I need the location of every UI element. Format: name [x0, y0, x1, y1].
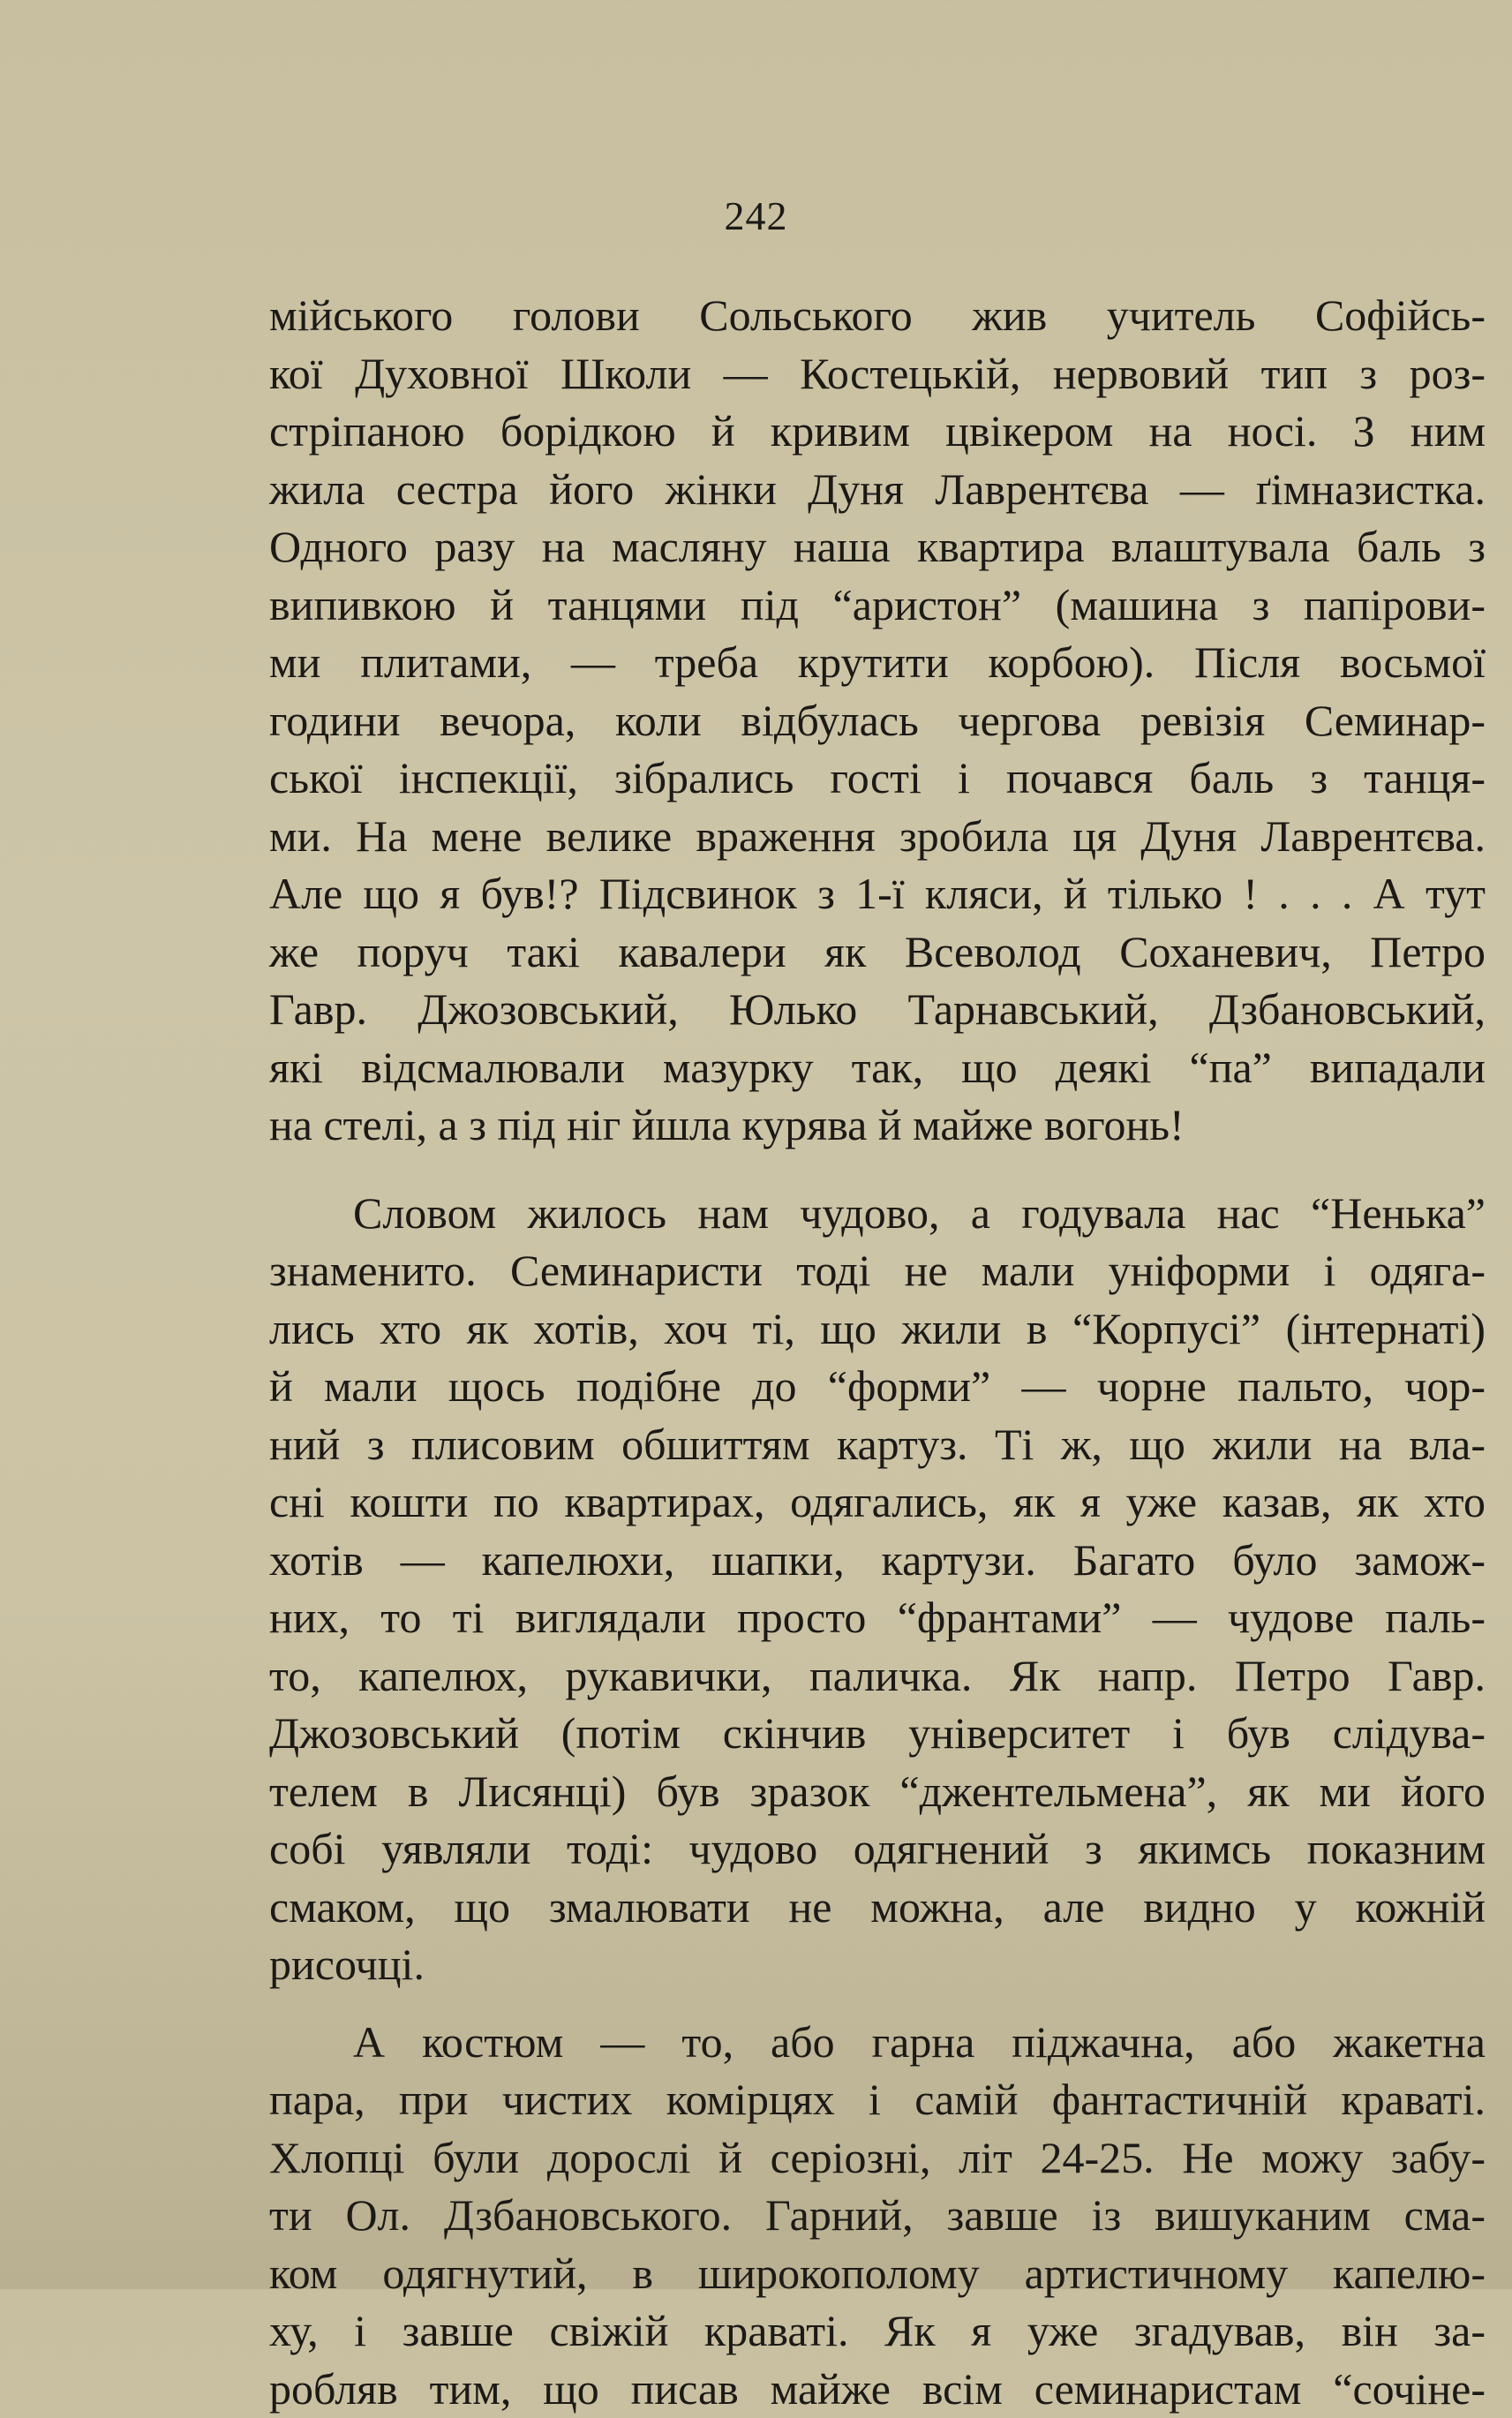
- text-line: Гавр. Джозовський, Юлько Тарнавський, Дзбановський,: [269, 981, 1486, 1039]
- text-line: ком одягнутий, в широкополому артистичному капелю-: [269, 2245, 1486, 2303]
- body-text: [269, 287, 1486, 2418]
- paragraph-gap: [269, 1994, 1486, 2014]
- paragraph-3: [269, 2014, 1486, 2418]
- paragraph-1: [269, 287, 1486, 1155]
- text-line: стріпаною борідкою й кривим цвікером на носі. З ним: [269, 403, 1486, 461]
- paragraph-gap: [269, 1155, 1486, 1185]
- page-number: 242: [0, 192, 1512, 239]
- text-line: Одного разу на масляну наша квартира влаштувала баль з: [269, 518, 1486, 576]
- text-line: хотів — капелюхи, шапки, картузи. Багато було замож-: [269, 1532, 1486, 1590]
- text-line: ний з плисовим обшиттям картуз. Ті ж, що жили на вла-: [269, 1416, 1486, 1474]
- text-line: Словом жилось нам чудово, а годувала нас “Ненька”: [269, 1185, 1486, 1243]
- text-line: робляв тим, що писав майже всім семинаристам “сочіне-: [269, 2361, 1486, 2418]
- text-line: собі уявляли тоді: чудово одягнений з якимсь показним: [269, 1820, 1486, 1879]
- text-line: А костюм — то, або гарна піджачна, або жакетна: [269, 2014, 1486, 2072]
- text-line: ху, і завше свіжій краваті. Як я уже згадував, він за-: [269, 2302, 1486, 2361]
- text-line: кої Духовної Школи — Костецькій, нервовий тип з роз-: [269, 345, 1486, 403]
- text-line: на стелі, а з під ніг йшла курява й майже вогонь!: [269, 1096, 1486, 1155]
- text-line: випивкою й танцями під “аристон” (машина з папірови-: [269, 576, 1486, 635]
- text-line: Але що я був!? Підсвинок з 1-ї кляси, й тілько ! . . . А тут: [269, 865, 1486, 923]
- text-line: які відсмалювали мазурку так, що деякі “па” випадали: [269, 1039, 1486, 1097]
- text-line: то, капелюх, рукавички, паличка. Як напр. Петро Гавр.: [269, 1647, 1486, 1706]
- text-line: рисочці.: [269, 1936, 1486, 1994]
- text-line: лись хто як хотів, хоч ті, що жили в “Корпусі” (інтернаті): [269, 1300, 1486, 1359]
- text-line: мійського голови Сольського жив учитель Софійсь-: [269, 287, 1486, 345]
- text-line: ми. На мене велике враження зробила ця Дуня Лаврентєва.: [269, 808, 1486, 866]
- text-line: ми плитами, — треба крутити корбою). Після восьмої: [269, 634, 1486, 692]
- text-line: смаком, що змалювати не можна, але видно у кожній: [269, 1879, 1486, 1937]
- text-line: й мали щось подібне до “форми” — чорне пальто, чор-: [269, 1358, 1486, 1416]
- paragraph-2: [269, 1185, 1486, 1994]
- text-line: Джозовський (потім скінчив університет і був слідува-: [269, 1705, 1486, 1763]
- text-line: жила сестра його жінки Дуня Лаврентєва — ґімназистка.: [269, 461, 1486, 519]
- text-line: години вечора, коли відбулась чергова ревізія Семинар-: [269, 692, 1486, 750]
- text-line: ти Ол. Дзбановського. Гарний, завше із вишуканим сма-: [269, 2187, 1486, 2245]
- text-line: Хлопці були дорослі й серіозні, літ 24-25. Не можу забу-: [269, 2129, 1486, 2188]
- text-line: сні кошти по квартирах, одягались, як я уже казав, як хто: [269, 1473, 1486, 1532]
- text-line: знаменито. Семинаристи тоді не мали уніформи і одяга-: [269, 1242, 1486, 1300]
- text-line: же поруч такі кавалери як Всеволод Соханевич, Петро: [269, 923, 1486, 982]
- text-line: телем в Лисянці) був зразок “джентельмена”, як ми його: [269, 1763, 1486, 1821]
- text-line: них, то ті виглядали просто “франтами” — чудове паль-: [269, 1589, 1486, 1647]
- text-line: ської інспекції, зібрались гості і почався баль з танця-: [269, 750, 1486, 808]
- text-line: пара, при чистих комірцях і самій фантастичній краваті.: [269, 2071, 1486, 2129]
